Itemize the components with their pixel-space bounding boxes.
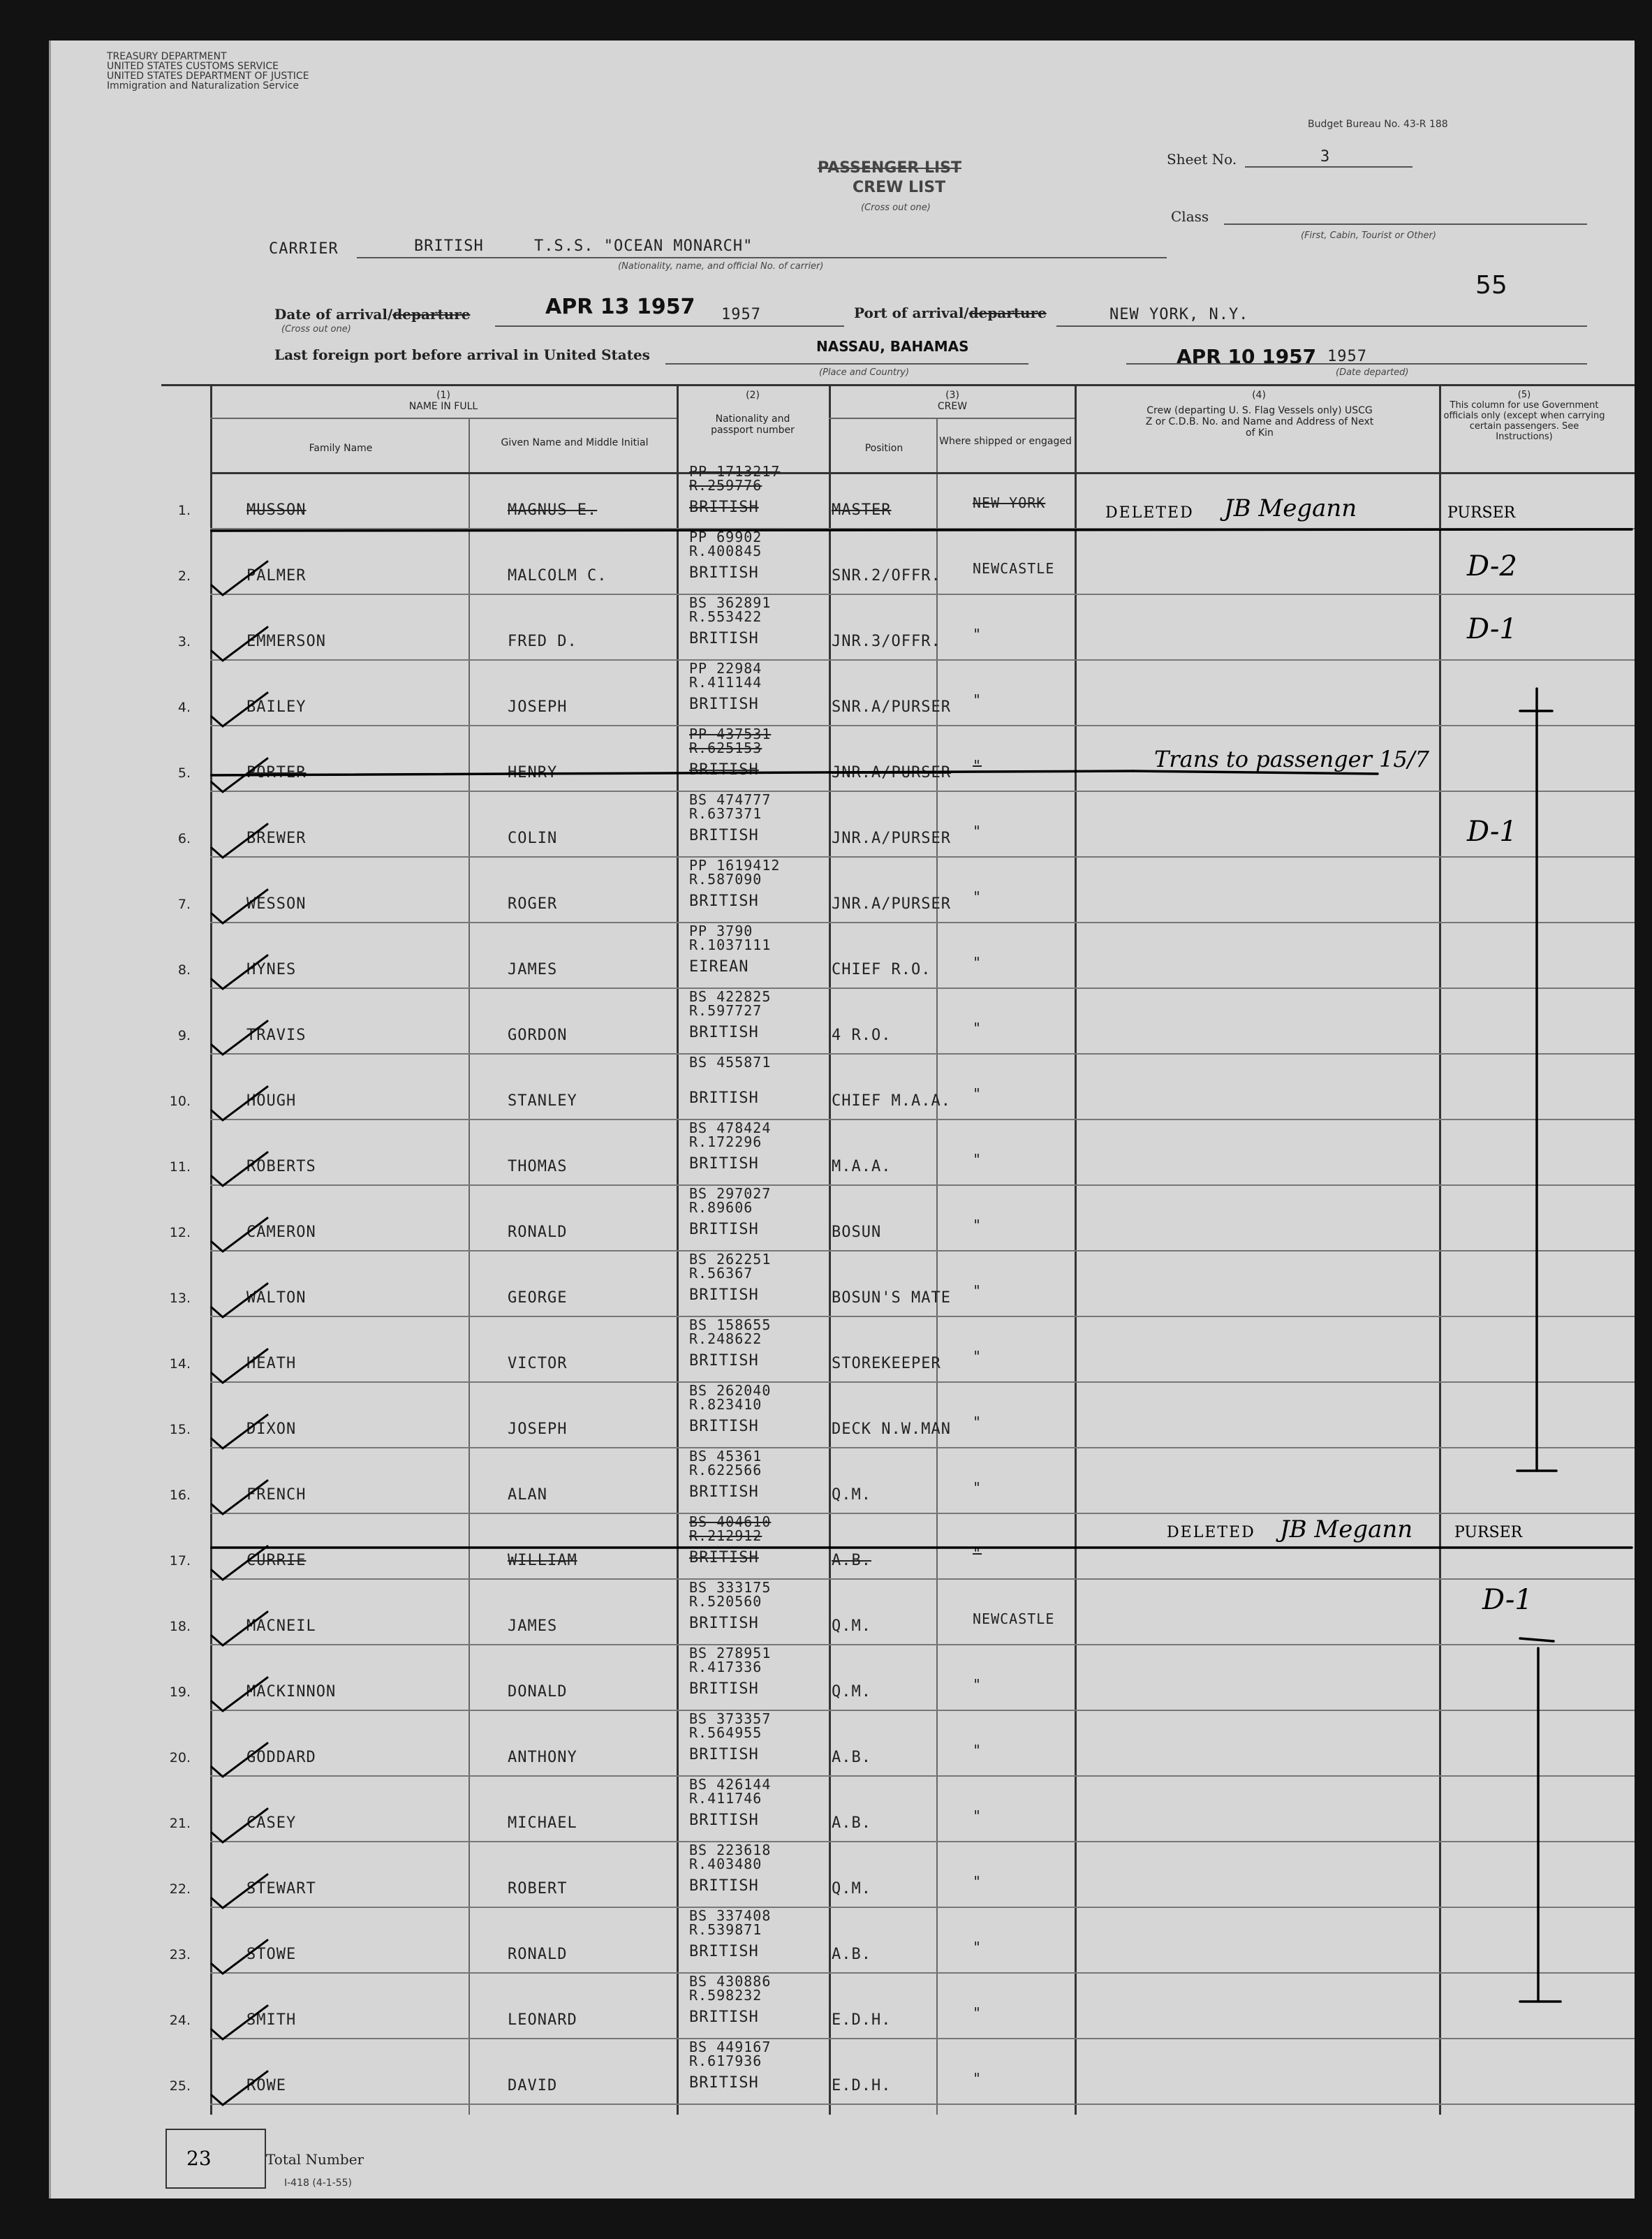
sheet-number: 3 bbox=[1320, 148, 1331, 166]
passport-line: R.587090 bbox=[689, 871, 762, 888]
deleted-note-row17: DELETED bbox=[1167, 1524, 1255, 1541]
check-mark bbox=[212, 2006, 267, 2039]
family-name: CAMERON bbox=[246, 1224, 316, 1241]
row-number: 21. bbox=[169, 1816, 191, 1831]
where-engaged: NEWCASTLE bbox=[973, 1610, 1055, 1627]
given-name: RONALD bbox=[508, 1224, 568, 1241]
family-name: PALMER bbox=[246, 567, 307, 585]
given-name: LEONARD bbox=[508, 2011, 577, 2029]
where-engaged: " bbox=[973, 1020, 982, 1036]
date-note: (Cross out one) bbox=[281, 324, 351, 335]
where-engaged: " bbox=[973, 1479, 982, 1496]
check-mark bbox=[212, 955, 267, 989]
family-name: MACNEIL bbox=[246, 1617, 316, 1635]
passport-line: R.553422 bbox=[689, 608, 762, 625]
row-number: 2. bbox=[177, 568, 191, 584]
row-number: 19. bbox=[169, 1684, 191, 1700]
signature-row17: JB Megann bbox=[1280, 1515, 1413, 1543]
given-name: JAMES bbox=[508, 961, 558, 978]
family-name: ROBERTS bbox=[246, 1158, 316, 1175]
passport-line: BS 333175 bbox=[689, 1579, 772, 1596]
passport-line: BS 158655 bbox=[689, 1316, 772, 1333]
row-number: 24. bbox=[169, 2013, 191, 2028]
nationality: EIREAN bbox=[689, 958, 749, 976]
family-name: STOWE bbox=[246, 1946, 297, 1963]
nationality: BRITISH bbox=[689, 564, 759, 582]
page-title: CREW LIST bbox=[853, 179, 946, 196]
passport-line: R.417336 bbox=[689, 1659, 762, 1675]
col5-title: This column for use Government officials only (except when carrying certain passengers. See Instructions) bbox=[1443, 400, 1605, 442]
family-name: CURRIE bbox=[246, 1552, 307, 1569]
position: A.B. bbox=[832, 1749, 871, 1766]
check-mark bbox=[212, 1874, 267, 1908]
col4-title: Crew (departing U. S. Flag Vessels only) USCG Z or C.D.B. No. and Name and Address of Next of Kin bbox=[1145, 405, 1374, 439]
family-name: MACKINNON bbox=[246, 1683, 337, 1701]
position: Q.M. bbox=[832, 1683, 871, 1701]
check-mark bbox=[212, 1481, 267, 1514]
page-number: 55 bbox=[1475, 271, 1507, 300]
row-number: 23. bbox=[169, 1947, 191, 1962]
nationality: BRITISH bbox=[689, 1418, 759, 1435]
row-number: 17. bbox=[169, 1553, 191, 1569]
nationality: BRITISH bbox=[689, 893, 759, 910]
family-name: WESSON bbox=[246, 895, 307, 913]
passport-line: R.56367 bbox=[689, 1265, 753, 1282]
nationality: BRITISH bbox=[689, 2009, 759, 2026]
col1b-header: Given Name and Middle Initial bbox=[501, 437, 649, 448]
agency-line: UNITED STATES CUSTOMS SERVICE bbox=[107, 61, 279, 72]
family-name: FRENCH bbox=[246, 1486, 307, 1504]
family-name: MUSSON bbox=[246, 501, 307, 519]
passport-line: R.823410 bbox=[689, 1396, 762, 1413]
where-engaged: " bbox=[973, 1676, 982, 1693]
passport-line: R.400845 bbox=[689, 543, 762, 559]
col3-number: (3) bbox=[945, 390, 959, 401]
position: A.B. bbox=[832, 1946, 871, 1963]
given-name: MICHAEL bbox=[508, 1814, 577, 1832]
last-port-label: Last foreign port before arrival in United States bbox=[274, 346, 650, 363]
nationality: BRITISH bbox=[689, 1943, 759, 1960]
mark-row17: PURSER bbox=[1454, 1524, 1523, 1541]
given-name: JOSEPH bbox=[508, 698, 568, 716]
family-name: HOUGH bbox=[246, 1092, 297, 1110]
given-name: JOSEPH bbox=[508, 1421, 568, 1438]
family-name: STEWART bbox=[246, 1880, 316, 1897]
passport-line: BS 297027 bbox=[689, 1185, 772, 1202]
passport-line: BS 474777 bbox=[689, 791, 772, 808]
position: JNR.A/PURSER bbox=[832, 830, 951, 847]
where-engaged: " bbox=[973, 888, 982, 905]
col3b-header: Where shipped or engaged bbox=[939, 436, 1072, 447]
given-name: MALCOLM C. bbox=[508, 567, 607, 585]
given-name: ANTHONY bbox=[508, 1749, 577, 1766]
passport-line: BS 45361 bbox=[689, 1448, 762, 1464]
passport-line: R.403480 bbox=[689, 1856, 762, 1872]
where-engaged: " bbox=[973, 1217, 982, 1233]
passport-line: R.622566 bbox=[689, 1462, 762, 1478]
row-number: 8. bbox=[177, 962, 191, 978]
row-number: 10. bbox=[169, 1094, 191, 1109]
passport-line: R.248622 bbox=[689, 1330, 762, 1347]
row-number: 22. bbox=[169, 1881, 191, 1897]
passport-line: R.617936 bbox=[689, 2053, 762, 2069]
row-number: 5. bbox=[177, 765, 191, 781]
nationality: BRITISH bbox=[689, 1024, 759, 1041]
where-engaged: NEWCASTLE bbox=[973, 560, 1055, 577]
position: MASTER bbox=[832, 501, 892, 519]
row-number: 15. bbox=[169, 1422, 191, 1437]
strike-line-row5 bbox=[212, 771, 1133, 775]
row-number: 14. bbox=[169, 1356, 191, 1372]
where-engaged: " bbox=[973, 1282, 982, 1299]
nationality: BRITISH bbox=[689, 1812, 759, 1829]
position: STOREKEEPER bbox=[832, 1355, 941, 1372]
passport-line: R.259776 bbox=[689, 477, 762, 494]
passport-line: R.598232 bbox=[689, 1987, 762, 2004]
position: A.B. bbox=[832, 1552, 871, 1569]
passport-line: BS 262251 bbox=[689, 1251, 772, 1268]
given-name: FRED D. bbox=[508, 633, 577, 650]
row-number: 7. bbox=[177, 897, 191, 912]
check-mark bbox=[212, 1087, 267, 1120]
given-name: COLIN bbox=[508, 830, 558, 847]
given-name: MAGNUS E. bbox=[508, 501, 598, 519]
position: M.A.A. bbox=[832, 1158, 892, 1175]
position: JNR.A/PURSER bbox=[832, 895, 951, 913]
given-name: STANLEY bbox=[508, 1092, 577, 1110]
row-number: 11. bbox=[169, 1159, 191, 1175]
family-name: PORTER bbox=[246, 764, 307, 781]
port-label-struck: departure bbox=[968, 304, 1047, 321]
carrier-label: CARRIER bbox=[269, 240, 339, 258]
mark-row6: D-1 bbox=[1467, 816, 1517, 848]
check-mark bbox=[212, 1743, 267, 1777]
agency-line: UNITED STATES DEPARTMENT OF JUSTICE bbox=[107, 71, 309, 82]
where-engaged: " bbox=[973, 1545, 982, 1562]
deleted-note-row1: DELETED bbox=[1105, 504, 1194, 522]
passport-line: BS 426144 bbox=[689, 1776, 772, 1793]
nationality: BRITISH bbox=[689, 499, 759, 516]
nationality: BRITISH bbox=[689, 696, 759, 713]
title-struck: PASSENGER LIST bbox=[818, 159, 962, 177]
passport-line: PP 69902 bbox=[689, 529, 762, 545]
col1a-header: Family Name bbox=[309, 443, 373, 454]
class-note: (First, Cabin, Tourist or Other) bbox=[1301, 230, 1436, 241]
family-name: CASEY bbox=[246, 1814, 297, 1832]
family-name: HEATH bbox=[246, 1355, 297, 1372]
check-mark bbox=[212, 1218, 267, 1251]
check-mark bbox=[212, 1152, 267, 1186]
mark-row1: PURSER bbox=[1447, 504, 1516, 522]
nationality: BRITISH bbox=[689, 827, 759, 844]
check-mark bbox=[212, 561, 267, 595]
agency-line: Immigration and Naturalization Service bbox=[107, 80, 300, 91]
nationality: BRITISH bbox=[689, 630, 759, 647]
carrier-name: T.S.S. "OCEAN MONARCH" bbox=[534, 237, 753, 255]
given-name: HENRY bbox=[508, 764, 558, 781]
passport-line: BS 278951 bbox=[689, 1645, 772, 1661]
handwriting-layer bbox=[51, 41, 1635, 2198]
position: CHIEF R.O. bbox=[832, 961, 931, 978]
position: A.B. bbox=[832, 1814, 871, 1832]
check-mark bbox=[212, 1809, 267, 1842]
family-name: GODDARD bbox=[246, 1749, 316, 1766]
position: SNR.2/OFFR. bbox=[832, 567, 941, 585]
passport-line: PP 1713217 bbox=[689, 463, 781, 480]
position: E.D.H. bbox=[832, 2077, 892, 2094]
family-name: BREWER bbox=[246, 830, 307, 847]
check-mark bbox=[212, 1678, 267, 1711]
given-name: THOMAS bbox=[508, 1158, 568, 1175]
nationality: BRITISH bbox=[689, 1221, 759, 1238]
check-mark bbox=[212, 2071, 267, 2105]
col1-number: (1) bbox=[436, 390, 450, 401]
position: E.D.H. bbox=[832, 2011, 892, 2029]
given-name: GEORGE bbox=[508, 1289, 568, 1307]
col3a-header: Position bbox=[864, 443, 904, 454]
where-engaged: " bbox=[973, 626, 982, 643]
passport-line: R.1037111 bbox=[689, 937, 772, 953]
arrival-date-typed: 1957 bbox=[721, 306, 761, 323]
family-name: TRAVIS bbox=[246, 1027, 307, 1044]
family-name: ROWE bbox=[246, 2077, 286, 2094]
position: JNR.3/OFFR. bbox=[832, 633, 941, 650]
given-name: GORDON bbox=[508, 1027, 568, 1044]
check-mark bbox=[212, 824, 267, 858]
mark-row2: D-2 bbox=[1467, 550, 1517, 582]
passport-line: PP 22984 bbox=[689, 660, 762, 677]
check-mark bbox=[212, 1349, 267, 1383]
nationality: BRITISH bbox=[689, 1746, 759, 1763]
given-name: VICTOR bbox=[508, 1355, 568, 1372]
passport-line: R.564955 bbox=[689, 1724, 762, 1741]
given-name: ROGER bbox=[508, 895, 558, 913]
passport-line: BS 422825 bbox=[689, 988, 772, 1005]
passport-line: BS 373357 bbox=[689, 1710, 772, 1727]
where-engaged: NEW YORK bbox=[973, 494, 1046, 511]
passport-line: R.625153 bbox=[689, 740, 762, 756]
where-engaged: " bbox=[973, 757, 982, 774]
port-value: NEW YORK, N.Y. bbox=[1109, 306, 1249, 323]
check-mark bbox=[212, 693, 267, 726]
row-number: 25. bbox=[169, 2078, 191, 2094]
passport-line: R.597727 bbox=[689, 1002, 762, 1019]
where-engaged: " bbox=[973, 823, 982, 839]
row-number: 16. bbox=[169, 1488, 191, 1503]
family-name: BAILEY bbox=[246, 698, 307, 716]
title-note: (Cross out one) bbox=[861, 203, 931, 213]
row-number: 4. bbox=[177, 700, 191, 715]
passport-line: BS 362891 bbox=[689, 594, 772, 611]
check-mark bbox=[212, 1612, 267, 1645]
sheet-label: Sheet No. bbox=[1167, 151, 1237, 168]
where-engaged: " bbox=[973, 1414, 982, 1430]
date-label-text: Date of arrival/ bbox=[274, 306, 393, 323]
passport-line: BS 430886 bbox=[689, 1973, 772, 1990]
given-name: DAVID bbox=[508, 2077, 558, 2094]
nationality: BRITISH bbox=[689, 1549, 759, 1566]
passport-line: BS 337408 bbox=[689, 1907, 772, 1924]
passport-line: R.411144 bbox=[689, 674, 762, 691]
passport-line: R.89606 bbox=[689, 1199, 753, 1216]
nationality: BRITISH bbox=[689, 1352, 759, 1370]
check-mark bbox=[212, 1284, 267, 1317]
col3-title: CREW bbox=[937, 401, 968, 412]
family-name: HYNES bbox=[246, 961, 297, 978]
where-engaged: " bbox=[973, 1873, 982, 1890]
passport-line: R.520560 bbox=[689, 1593, 762, 1610]
check-mark bbox=[212, 1021, 267, 1055]
given-name: JAMES bbox=[508, 1617, 558, 1635]
passport-line: BS 478424 bbox=[689, 1120, 772, 1136]
given-name: RONALD bbox=[508, 1946, 568, 1963]
passport-line: R.212912 bbox=[689, 1527, 762, 1544]
position: Q.M. bbox=[832, 1486, 871, 1504]
where-engaged: " bbox=[973, 691, 982, 708]
nationality: BRITISH bbox=[689, 1877, 759, 1895]
total-box bbox=[165, 2129, 266, 2189]
given-name: ROBERT bbox=[508, 1880, 568, 1897]
passport-line: R.411746 bbox=[689, 1790, 762, 1807]
position: Q.M. bbox=[832, 1617, 871, 1635]
family-name: WALTON bbox=[246, 1289, 307, 1307]
passport-line: BS 262040 bbox=[689, 1382, 772, 1399]
nationality: BRITISH bbox=[689, 1483, 759, 1501]
budget-bureau: Budget Bureau No. 43-R 188 bbox=[1308, 119, 1448, 130]
passport-line: PP 437531 bbox=[689, 726, 772, 742]
where-engaged: " bbox=[973, 1151, 982, 1168]
family-name: EMMERSON bbox=[246, 633, 326, 650]
row-number: 12. bbox=[169, 1225, 191, 1240]
family-name: DIXON bbox=[246, 1421, 297, 1438]
total-label: Total Number bbox=[266, 2151, 364, 2168]
where-engaged: " bbox=[973, 1807, 982, 1824]
position: CHIEF M.A.A. bbox=[832, 1092, 951, 1110]
date-label-struck: departure bbox=[392, 306, 471, 323]
manifest-sheet bbox=[49, 41, 1635, 2198]
where-engaged: " bbox=[973, 1348, 982, 1365]
check-mark bbox=[212, 627, 267, 661]
nationality: BRITISH bbox=[689, 761, 759, 779]
carrier-nationality: BRITISH bbox=[414, 237, 484, 255]
strike-line-row1 bbox=[212, 529, 1632, 531]
passport-line: R.539871 bbox=[689, 1921, 762, 1938]
form-number: I-418 (4-1-55) bbox=[284, 2178, 353, 2189]
class-label: Class bbox=[1171, 208, 1209, 225]
given-name: ALAN bbox=[508, 1486, 547, 1504]
nationality: BRITISH bbox=[689, 1680, 759, 1698]
where-engaged: " bbox=[973, 1085, 982, 1102]
passport-line: PP 1619412 bbox=[689, 857, 781, 874]
position: JNR.A/PURSER bbox=[832, 764, 951, 781]
passport-line: BS 449167 bbox=[689, 2039, 772, 2055]
where-engaged: " bbox=[973, 2070, 982, 2087]
passport-line: R.637371 bbox=[689, 805, 762, 822]
agency-line: TREASURY DEPARTMENT bbox=[107, 51, 227, 62]
last-port-note: (Place and Country) bbox=[819, 367, 910, 378]
port-label-text: Port of arrival/ bbox=[854, 304, 969, 321]
row-number: 20. bbox=[169, 1750, 191, 1765]
carrier-note: (Nationality, name, and official No. of carrier) bbox=[618, 261, 824, 272]
passport-line: BS 223618 bbox=[689, 1842, 772, 1858]
position: 4 R.O. bbox=[832, 1027, 892, 1044]
position: SNR.A/PURSER bbox=[832, 698, 951, 716]
nationality: BRITISH bbox=[689, 1615, 759, 1632]
transfer-note-row5: Trans to passenger 15/7 bbox=[1154, 746, 1429, 772]
check-mark bbox=[212, 1546, 267, 1580]
col4-number: (4) bbox=[1252, 390, 1266, 401]
row-number: 18. bbox=[169, 1619, 191, 1634]
total-value: 23 bbox=[186, 2147, 212, 2170]
nationality: BRITISH bbox=[689, 2074, 759, 2092]
position: Q.M. bbox=[832, 1880, 871, 1897]
row-number: 13. bbox=[169, 1291, 191, 1306]
col1-title: NAME IN FULL bbox=[408, 401, 478, 412]
mark-row18: D-1 bbox=[1482, 1584, 1533, 1616]
passport-line: BS 404610 bbox=[689, 1513, 772, 1530]
last-date-stamp: APR 10 1957 bbox=[1177, 345, 1317, 368]
nationality: BRITISH bbox=[689, 1286, 759, 1304]
check-mark bbox=[212, 1940, 267, 1974]
where-engaged: " bbox=[973, 1742, 982, 1759]
col2-number: (2) bbox=[746, 390, 760, 401]
row-number: 9. bbox=[177, 1028, 191, 1043]
position: BOSUN bbox=[832, 1224, 882, 1241]
mark-row3: D-1 bbox=[1467, 613, 1517, 645]
col2-title: Nationality and passport number bbox=[711, 413, 795, 436]
last-port-value: NASSAU, BAHAMAS bbox=[816, 338, 969, 355]
col5-number: (5) bbox=[1517, 390, 1531, 400]
last-date-typed: 1957 bbox=[1327, 348, 1367, 365]
nationality: BRITISH bbox=[689, 1089, 759, 1107]
check-mark bbox=[212, 1415, 267, 1448]
check-mark bbox=[212, 890, 267, 923]
passport-line: R.172296 bbox=[689, 1133, 762, 1150]
where-engaged: " bbox=[973, 2004, 982, 2021]
signature-row1: JB Megann bbox=[1224, 494, 1357, 522]
nationality: BRITISH bbox=[689, 1155, 759, 1173]
passport-line: PP 3790 bbox=[689, 923, 753, 939]
arrival-date-stamp: APR 13 1957 bbox=[545, 295, 695, 319]
last-date-note: (Date departed) bbox=[1336, 367, 1409, 378]
family-name: SMITH bbox=[246, 2011, 297, 2029]
row-number: 1. bbox=[177, 503, 191, 518]
where-engaged: " bbox=[973, 954, 982, 971]
where-engaged: " bbox=[973, 1939, 982, 1955]
given-name: DONALD bbox=[508, 1683, 568, 1701]
row-number: 6. bbox=[177, 831, 191, 846]
passport-line: BS 455871 bbox=[689, 1054, 772, 1071]
position: BOSUN'S MATE bbox=[832, 1289, 951, 1307]
position: DECK N.W.MAN bbox=[832, 1421, 951, 1438]
given-name: WILLIAM bbox=[508, 1552, 577, 1569]
row-number: 3. bbox=[177, 634, 191, 649]
